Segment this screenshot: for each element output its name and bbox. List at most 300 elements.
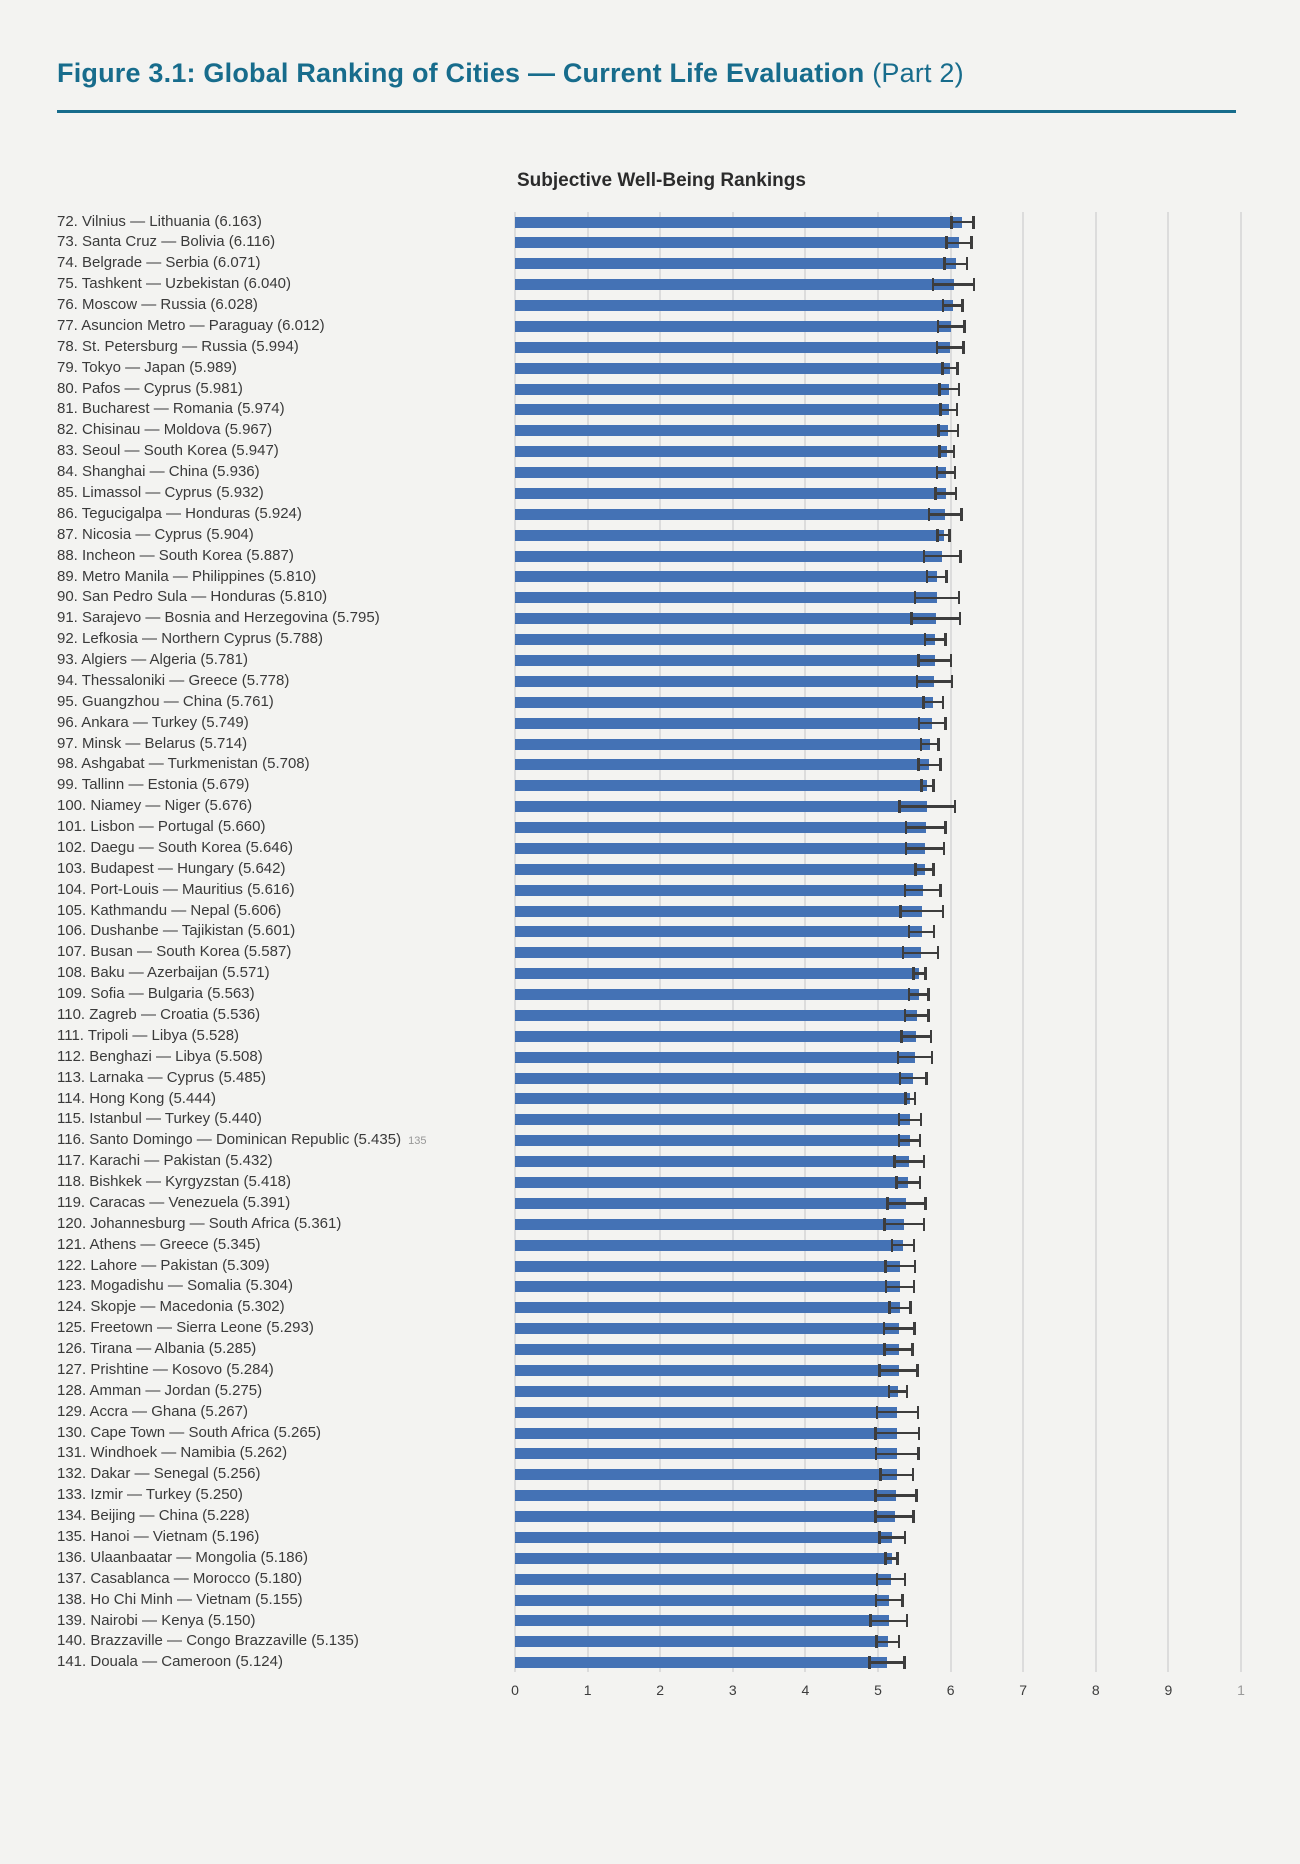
errorbar-line — [922, 701, 944, 704]
errorbar-87 — [936, 529, 951, 542]
row-label-103: 103. Budapest — Hungary (5.642) — [57, 859, 286, 877]
bar-114 — [515, 1093, 910, 1104]
row-label-121: 121. Athens — Greece (5.345) — [57, 1235, 261, 1253]
errorbar-line — [875, 1453, 920, 1456]
errorbar-line — [875, 1641, 900, 1644]
bar-120 — [515, 1219, 904, 1230]
bar-113 — [515, 1073, 913, 1084]
bar-118 — [515, 1177, 908, 1188]
row-label-106: 106. Dushanbe — Tajikistan (5.601) — [57, 922, 296, 940]
bar-108 — [515, 968, 919, 979]
chart-title: Subjective Well-Being Rankings — [517, 170, 806, 191]
errorbar-line — [893, 1160, 925, 1163]
errorbar-128 — [888, 1385, 908, 1398]
bar-139 — [515, 1615, 889, 1626]
bar-131 — [515, 1448, 897, 1459]
errorbar-99 — [920, 779, 935, 792]
bar-135 — [515, 1532, 892, 1543]
row-label-84: 84. Shanghai — China (5.936) — [57, 463, 260, 481]
errorbar-line — [904, 1014, 930, 1017]
errorbar-138 — [875, 1594, 904, 1607]
errorbar-line — [904, 889, 942, 892]
errorbar-line — [950, 221, 975, 224]
row-label-99: 99. Tallinn — Estonia (5.679) — [57, 776, 250, 794]
errorbar-line — [936, 534, 951, 537]
bar-126 — [515, 1344, 899, 1355]
row-label-74: 74. Belgrade — Serbia (6.071) — [57, 254, 261, 272]
errorbar-line — [898, 805, 956, 808]
bar-93 — [515, 655, 935, 666]
errorbar-line — [883, 1327, 916, 1330]
errorbar-75 — [932, 278, 976, 291]
errorbar-95 — [922, 696, 944, 709]
row-label-108: 108. Baku — Azerbaijan (5.571) — [57, 964, 270, 982]
errorbar-105 — [899, 905, 944, 918]
row-label-93: 93. Algiers — Algeria (5.781) — [57, 651, 248, 669]
bar-121 — [515, 1240, 903, 1251]
bar-92 — [515, 634, 935, 645]
row-label-122: 122. Lahore — Pakistan (5.309) — [57, 1256, 270, 1274]
bar-101 — [515, 822, 926, 833]
errorbar-line — [899, 910, 944, 913]
bar-130 — [515, 1428, 897, 1439]
errorbar-line — [920, 743, 940, 746]
row-label-90: 90. San Pedro Sula — Honduras (5.810) — [57, 588, 328, 606]
errorbar-line — [932, 283, 976, 286]
errorbar-101 — [905, 821, 947, 834]
row-label-82: 82. Chisinau — Moldova (5.967) — [57, 421, 273, 439]
bar-74 — [515, 258, 956, 269]
errorbar-line — [886, 1202, 927, 1205]
errorbar-92 — [924, 633, 947, 646]
bar-96 — [515, 718, 932, 729]
row-label-132: 132. Dakar — Senegal (5.256) — [57, 1465, 261, 1483]
errorbar-104 — [904, 884, 942, 897]
errorbar-line — [912, 972, 927, 975]
errorbar-line — [942, 304, 964, 307]
row-label-110: 110. Zagreb — Croatia (5.536) — [57, 1006, 261, 1023]
row-label-95: 95. Guangzhou — China (5.761) — [57, 692, 274, 710]
errorbar-line — [937, 430, 959, 433]
row-label-120: 120. Johannesburg — South Africa (5.361) — [57, 1214, 342, 1232]
errorbar-line — [923, 555, 962, 558]
errorbar-line — [926, 576, 948, 579]
errorbar-117 — [893, 1155, 925, 1168]
title-underline-rule — [57, 110, 1236, 113]
bar-132 — [515, 1469, 897, 1480]
row-label-114: 114. Hong Kong (5.444) — [57, 1089, 217, 1107]
errorbar-line — [874, 1432, 920, 1435]
errorbar-line — [869, 1620, 908, 1623]
errorbar-line — [888, 1307, 911, 1310]
errorbar-83 — [938, 445, 955, 458]
errorbar-line — [943, 263, 968, 266]
x-tick-label: 2 — [656, 1682, 665, 1698]
errorbar-127 — [878, 1364, 919, 1377]
errorbar-74 — [943, 257, 968, 270]
errorbar-129 — [876, 1406, 920, 1419]
errorbar-107 — [902, 946, 940, 959]
errorbar-line — [908, 931, 936, 934]
errorbar-136 — [884, 1552, 899, 1565]
x-tick-label: 3 — [728, 1682, 737, 1698]
row-label-127: 127. Prishtine — Kosovo (5.284) — [57, 1360, 274, 1378]
bar-110 — [515, 1010, 917, 1021]
errorbar-73 — [945, 236, 973, 249]
errorbar-112 — [897, 1051, 933, 1064]
bar-129 — [515, 1407, 897, 1418]
errorbar-line — [908, 993, 930, 996]
row-label-83: 83. Seoul — South Korea (5.947) — [57, 442, 279, 460]
errorbar-123 — [885, 1280, 915, 1293]
figure-title — [57, 57, 964, 89]
errorbar-100 — [898, 800, 956, 813]
bar-124 — [515, 1302, 900, 1313]
errorbar-113 — [899, 1072, 928, 1085]
errorbar-line — [928, 513, 963, 516]
bar-127 — [515, 1365, 899, 1376]
errorbar-93 — [917, 654, 952, 667]
bar-117 — [515, 1156, 909, 1167]
errorbar-line — [917, 659, 952, 662]
bar-123 — [515, 1281, 900, 1292]
row-label-113: 113. Larnaka — Cyprus (5.485) — [57, 1068, 266, 1086]
errorbar-125 — [883, 1322, 916, 1335]
row-label-123: 123. Mogadishu — Somalia (5.304) — [57, 1277, 293, 1295]
row-label-77: 77. Asuncion Metro — Paraguay (6.012) — [57, 316, 325, 334]
row-label-92: 92. Lefkosia — Northern Cyprus (5.788) — [57, 630, 323, 648]
row-label-133: 133. Izmir — Turkey (5.250) — [57, 1486, 243, 1504]
errorbar-line — [939, 409, 958, 412]
row-label-89: 89. Metro Manila — Philippines (5.810) — [57, 567, 317, 585]
row-label-72: 72. Vilnius — Lithuania (6.163) — [57, 212, 262, 230]
errorbar-line — [874, 1494, 918, 1497]
errorbar-line — [895, 1181, 921, 1184]
errorbar-106 — [908, 925, 936, 938]
errorbar-line — [902, 952, 940, 955]
bar-105 — [515, 906, 922, 917]
errorbar-137 — [876, 1573, 906, 1586]
row-label-96: 96. Ankara — Turkey (5.749) — [57, 713, 249, 731]
bar-90 — [515, 592, 937, 603]
errorbar-91 — [910, 612, 961, 625]
errorbar-line — [888, 1390, 908, 1393]
bar-138 — [515, 1595, 889, 1606]
errorbar-line — [879, 1474, 914, 1477]
bar-95 — [515, 697, 933, 708]
row-label-102: 102. Daegu — South Korea (5.646) — [57, 838, 293, 856]
errorbar-81 — [939, 403, 958, 416]
bar-77 — [515, 321, 951, 332]
row-label-126: 126. Tirana — Albania (5.285) — [57, 1340, 257, 1358]
errorbar-122 — [884, 1260, 916, 1273]
errorbar-line — [883, 1348, 913, 1351]
row-label-115: 115. Istanbul — Turkey (5.440) — [57, 1110, 262, 1128]
bar-99 — [515, 780, 927, 791]
row-label-116: 116. Santo Domingo — Dominican Republic (5.435) 135 — [57, 1131, 427, 1149]
bar-84 — [515, 467, 946, 478]
row-label-118: 118. Bishkek — Kyrgyzstan (5.418) — [57, 1173, 291, 1191]
x-tick-label: 8 — [1091, 1682, 1100, 1698]
bar-97 — [515, 739, 930, 750]
errorbar-86 — [928, 508, 963, 521]
row-label-117: 117. Karachi — Pakistan (5.432) — [57, 1152, 273, 1170]
errorbar-111 — [900, 1030, 932, 1043]
bar-116 — [515, 1135, 910, 1146]
bar-85 — [515, 488, 946, 499]
errorbar-109 — [908, 988, 930, 1001]
bar-134 — [515, 1511, 895, 1522]
errorbar-line — [910, 617, 961, 620]
figure-title-main: Figure 3.1: Global Ranking of Cities — Current Life Evaluation — [57, 58, 865, 88]
bar-106 — [515, 926, 922, 937]
errorbar-line — [897, 1056, 933, 1059]
bar-107 — [515, 947, 921, 958]
bar-79 — [515, 363, 950, 374]
figure-title-part: (Part 2) — [864, 58, 964, 88]
errorbar-line — [916, 680, 954, 683]
errorbar-line — [884, 1265, 916, 1268]
errorbar-124 — [888, 1301, 911, 1314]
errorbar-102 — [905, 842, 946, 855]
row-label-134: 134. Beijing — China (5.228) — [57, 1507, 250, 1525]
row-label-73: 73. Santa Cruz — Bolivia (6.116) — [57, 233, 276, 251]
row-label-131: 131. Windhoek — Namibia (5.262) — [57, 1444, 288, 1462]
row-label-141: 141. Douala — Cameroon (5.124) — [57, 1653, 283, 1671]
errorbar-79 — [941, 362, 958, 375]
errorbar-line — [945, 242, 973, 245]
errorbar-line — [936, 471, 956, 474]
row-label-87: 87. Nicosia — Cyprus (5.904) — [57, 525, 254, 543]
bar-109 — [515, 989, 919, 1000]
row-label-135: 135. Hanoi — Vietnam (5.196) — [57, 1528, 260, 1545]
row-label-85: 85. Limassol — Cyprus (5.932) — [57, 484, 264, 501]
bar-100 — [515, 801, 927, 812]
errorbar-line — [878, 1536, 906, 1539]
errorbar-114 — [904, 1092, 916, 1105]
row-label-112: 112. Benghazi — Libya (5.508) — [57, 1047, 263, 1065]
errorbar-line — [898, 1139, 921, 1142]
errorbar-78 — [936, 341, 965, 354]
row-label-88: 88. Incheon — South Korea (5.887) — [57, 546, 294, 564]
errorbar-89 — [926, 570, 948, 583]
row-label-97: 97. Minsk — Belarus (5.714) — [57, 734, 248, 752]
row-label-86: 86. Tegucigalpa — Honduras (5.924) — [57, 504, 302, 522]
row-label-140: 140. Brazzaville — Congo Brazzaville (5.135) — [57, 1632, 359, 1650]
bar-89 — [515, 571, 937, 582]
bar-72 — [515, 217, 962, 228]
errorbar-120 — [883, 1218, 925, 1231]
errorbar-line — [917, 764, 942, 767]
errorbar-141 — [868, 1656, 906, 1669]
x-tick-label: 0 — [511, 1682, 519, 1698]
errorbar-line — [936, 346, 965, 349]
errorbar-133 — [874, 1489, 918, 1502]
row-label-136: 136. Ulaanbaatar — Mongolia (5.186) — [57, 1548, 308, 1566]
errorbar-line — [875, 1599, 904, 1602]
bar-111 — [515, 1031, 916, 1042]
row-label-98: 98. Ashgabat — Turkmenistan (5.708) — [57, 755, 310, 773]
row-label-109: 109. Sofia — Bulgaria (5.563) — [57, 985, 255, 1003]
errorbar-82 — [937, 424, 959, 437]
errorbar-140 — [875, 1635, 900, 1648]
errorbar-line — [898, 1119, 923, 1122]
bar-98 — [515, 759, 929, 770]
errorbar-88 — [923, 550, 962, 563]
bar-128 — [515, 1386, 898, 1397]
errorbar-103 — [914, 863, 934, 876]
bar-136 — [515, 1553, 892, 1564]
row-note: 135 — [408, 1135, 427, 1148]
errorbar-96 — [918, 717, 947, 730]
errorbar-132 — [879, 1468, 914, 1481]
errorbar-126 — [883, 1343, 913, 1356]
row-label-105: 105. Kathmandu — Nepal (5.606) — [57, 901, 282, 919]
errorbar-line — [891, 1244, 916, 1247]
errorbar-84 — [936, 466, 956, 479]
errorbar-line — [937, 325, 966, 328]
errorbar-line — [918, 722, 947, 725]
row-label-75: 75. Tashkent — Uzbekistan (6.040) — [57, 275, 292, 293]
errorbar-line — [938, 388, 960, 391]
bar-122 — [515, 1261, 900, 1272]
errorbar-line — [920, 785, 935, 788]
errorbar-121 — [891, 1239, 916, 1252]
errorbar-139 — [869, 1614, 908, 1627]
errorbar-line — [905, 847, 946, 850]
errorbar-85 — [934, 487, 957, 500]
errorbar-line — [941, 367, 958, 370]
errorbar-130 — [874, 1427, 920, 1440]
bar-119 — [515, 1198, 906, 1209]
errorbar-115 — [898, 1113, 923, 1126]
errorbar-line — [884, 1557, 899, 1560]
x-tick-label: 6 — [946, 1682, 955, 1698]
bar-73 — [515, 237, 959, 248]
bar-87 — [515, 530, 944, 541]
row-label-76: 76. Moscow — Russia (6.028) — [57, 296, 258, 314]
errorbar-line — [876, 1411, 920, 1414]
x-tick-label: 4 — [801, 1682, 810, 1698]
errorbar-76 — [942, 299, 964, 312]
errorbar-line — [874, 1515, 915, 1518]
errorbar-135 — [878, 1531, 906, 1544]
errorbar-119 — [886, 1197, 927, 1210]
row-label-100: 100. Niamey — Niger (5.676) — [57, 797, 253, 815]
row-label-78: 78. St. Petersburg — Russia (5.994) — [57, 337, 299, 355]
row-label-111: 111. Tripoli — Libya (5.528) — [57, 1026, 240, 1044]
errorbar-118 — [895, 1176, 921, 1189]
bar-81 — [515, 404, 949, 415]
bar-76 — [515, 300, 953, 311]
errorbar-line — [905, 826, 947, 829]
row-label-125: 125. Freetown — Sierra Leone (5.293) — [57, 1319, 314, 1337]
row-label-91: 91. Sarajevo — Bosnia and Herzegovina (5.795) — [57, 609, 380, 627]
errorbar-97 — [920, 738, 940, 751]
errorbar-108 — [912, 967, 927, 980]
row-label-81: 81. Bucharest — Romania (5.974) — [57, 400, 285, 418]
x-tick-label: 5 — [874, 1682, 882, 1698]
errorbar-line — [934, 492, 957, 495]
bar-80 — [515, 384, 949, 395]
bar-78 — [515, 342, 950, 353]
errorbar-line — [924, 638, 947, 641]
row-label-124: 124. Skopje — Macedonia (5.302) — [57, 1298, 285, 1316]
bar-125 — [515, 1323, 899, 1334]
bar-88 — [515, 551, 942, 562]
x-gridline — [1095, 212, 1097, 1672]
errorbar-90 — [914, 591, 960, 604]
row-label-130: 130. Cape Town — South Africa (5.265) — [57, 1423, 322, 1441]
errorbar-line — [885, 1286, 915, 1289]
row-label-139: 139. Nairobi — Kenya (5.150) — [57, 1611, 256, 1629]
bar-102 — [515, 843, 925, 854]
x-tick-label: 1 — [1237, 1682, 1245, 1698]
errorbar-line — [899, 1077, 928, 1080]
bar-91 — [515, 613, 936, 624]
row-label-138: 138. Ho Chi Minh — Vietnam (5.155) — [57, 1590, 303, 1608]
bar-137 — [515, 1574, 891, 1585]
x-tick-label: 1 — [583, 1682, 592, 1698]
x-gridline — [1240, 212, 1242, 1672]
row-label-79: 79. Tokyo — Japan (5.989) — [57, 358, 237, 376]
errorbar-line — [914, 597, 960, 600]
row-label-128: 128. Amman — Jordan (5.275) — [57, 1381, 263, 1399]
row-label-101: 101. Lisbon — Portugal (5.660) — [57, 818, 266, 836]
errorbar-line — [938, 450, 955, 453]
row-label-107: 107. Busan — South Korea (5.587) — [57, 943, 292, 961]
errorbar-116 — [898, 1134, 921, 1147]
errorbar-72 — [950, 216, 975, 229]
errorbar-131 — [875, 1447, 920, 1460]
errorbar-line — [904, 1098, 916, 1101]
bar-104 — [515, 885, 923, 896]
errorbar-line — [876, 1578, 906, 1581]
bar-75 — [515, 279, 954, 290]
bar-103 — [515, 864, 925, 875]
row-label-119: 119. Caracas — Venezuela (5.391) — [57, 1193, 291, 1211]
x-gridline — [1022, 212, 1024, 1672]
x-gridline — [1167, 212, 1169, 1672]
errorbar-94 — [916, 675, 954, 688]
errorbar-80 — [938, 383, 960, 396]
errorbar-134 — [874, 1510, 915, 1523]
errorbar-77 — [937, 320, 966, 333]
errorbar-98 — [917, 758, 942, 771]
errorbar-line — [883, 1223, 925, 1226]
errorbar-line — [868, 1661, 906, 1664]
x-tick-label: 9 — [1164, 1682, 1173, 1698]
bar-83 — [515, 446, 947, 457]
row-label-137: 137. Casablanca — Morocco (5.180) — [57, 1569, 303, 1587]
bar-133 — [515, 1490, 896, 1501]
row-label-80: 80. Pafos — Cyprus (5.981) — [57, 379, 243, 397]
bar-112 — [515, 1052, 915, 1063]
bar-94 — [515, 676, 934, 687]
errorbar-line — [900, 1035, 932, 1038]
bar-82 — [515, 425, 948, 436]
bar-86 — [515, 509, 945, 520]
row-label-129: 129. Accra — Ghana (5.267) — [57, 1402, 248, 1420]
errorbar-110 — [904, 1009, 930, 1022]
errorbar-line — [914, 868, 934, 871]
bar-141 — [515, 1657, 887, 1668]
bar-115 — [515, 1114, 910, 1125]
errorbar-line — [878, 1369, 919, 1372]
x-tick-label: 7 — [1019, 1682, 1028, 1698]
row-label-104: 104. Port-Louis — Mauritius (5.616) — [57, 880, 295, 898]
row-label-94: 94. Thessaloniki — Greece (5.778) — [57, 671, 290, 689]
